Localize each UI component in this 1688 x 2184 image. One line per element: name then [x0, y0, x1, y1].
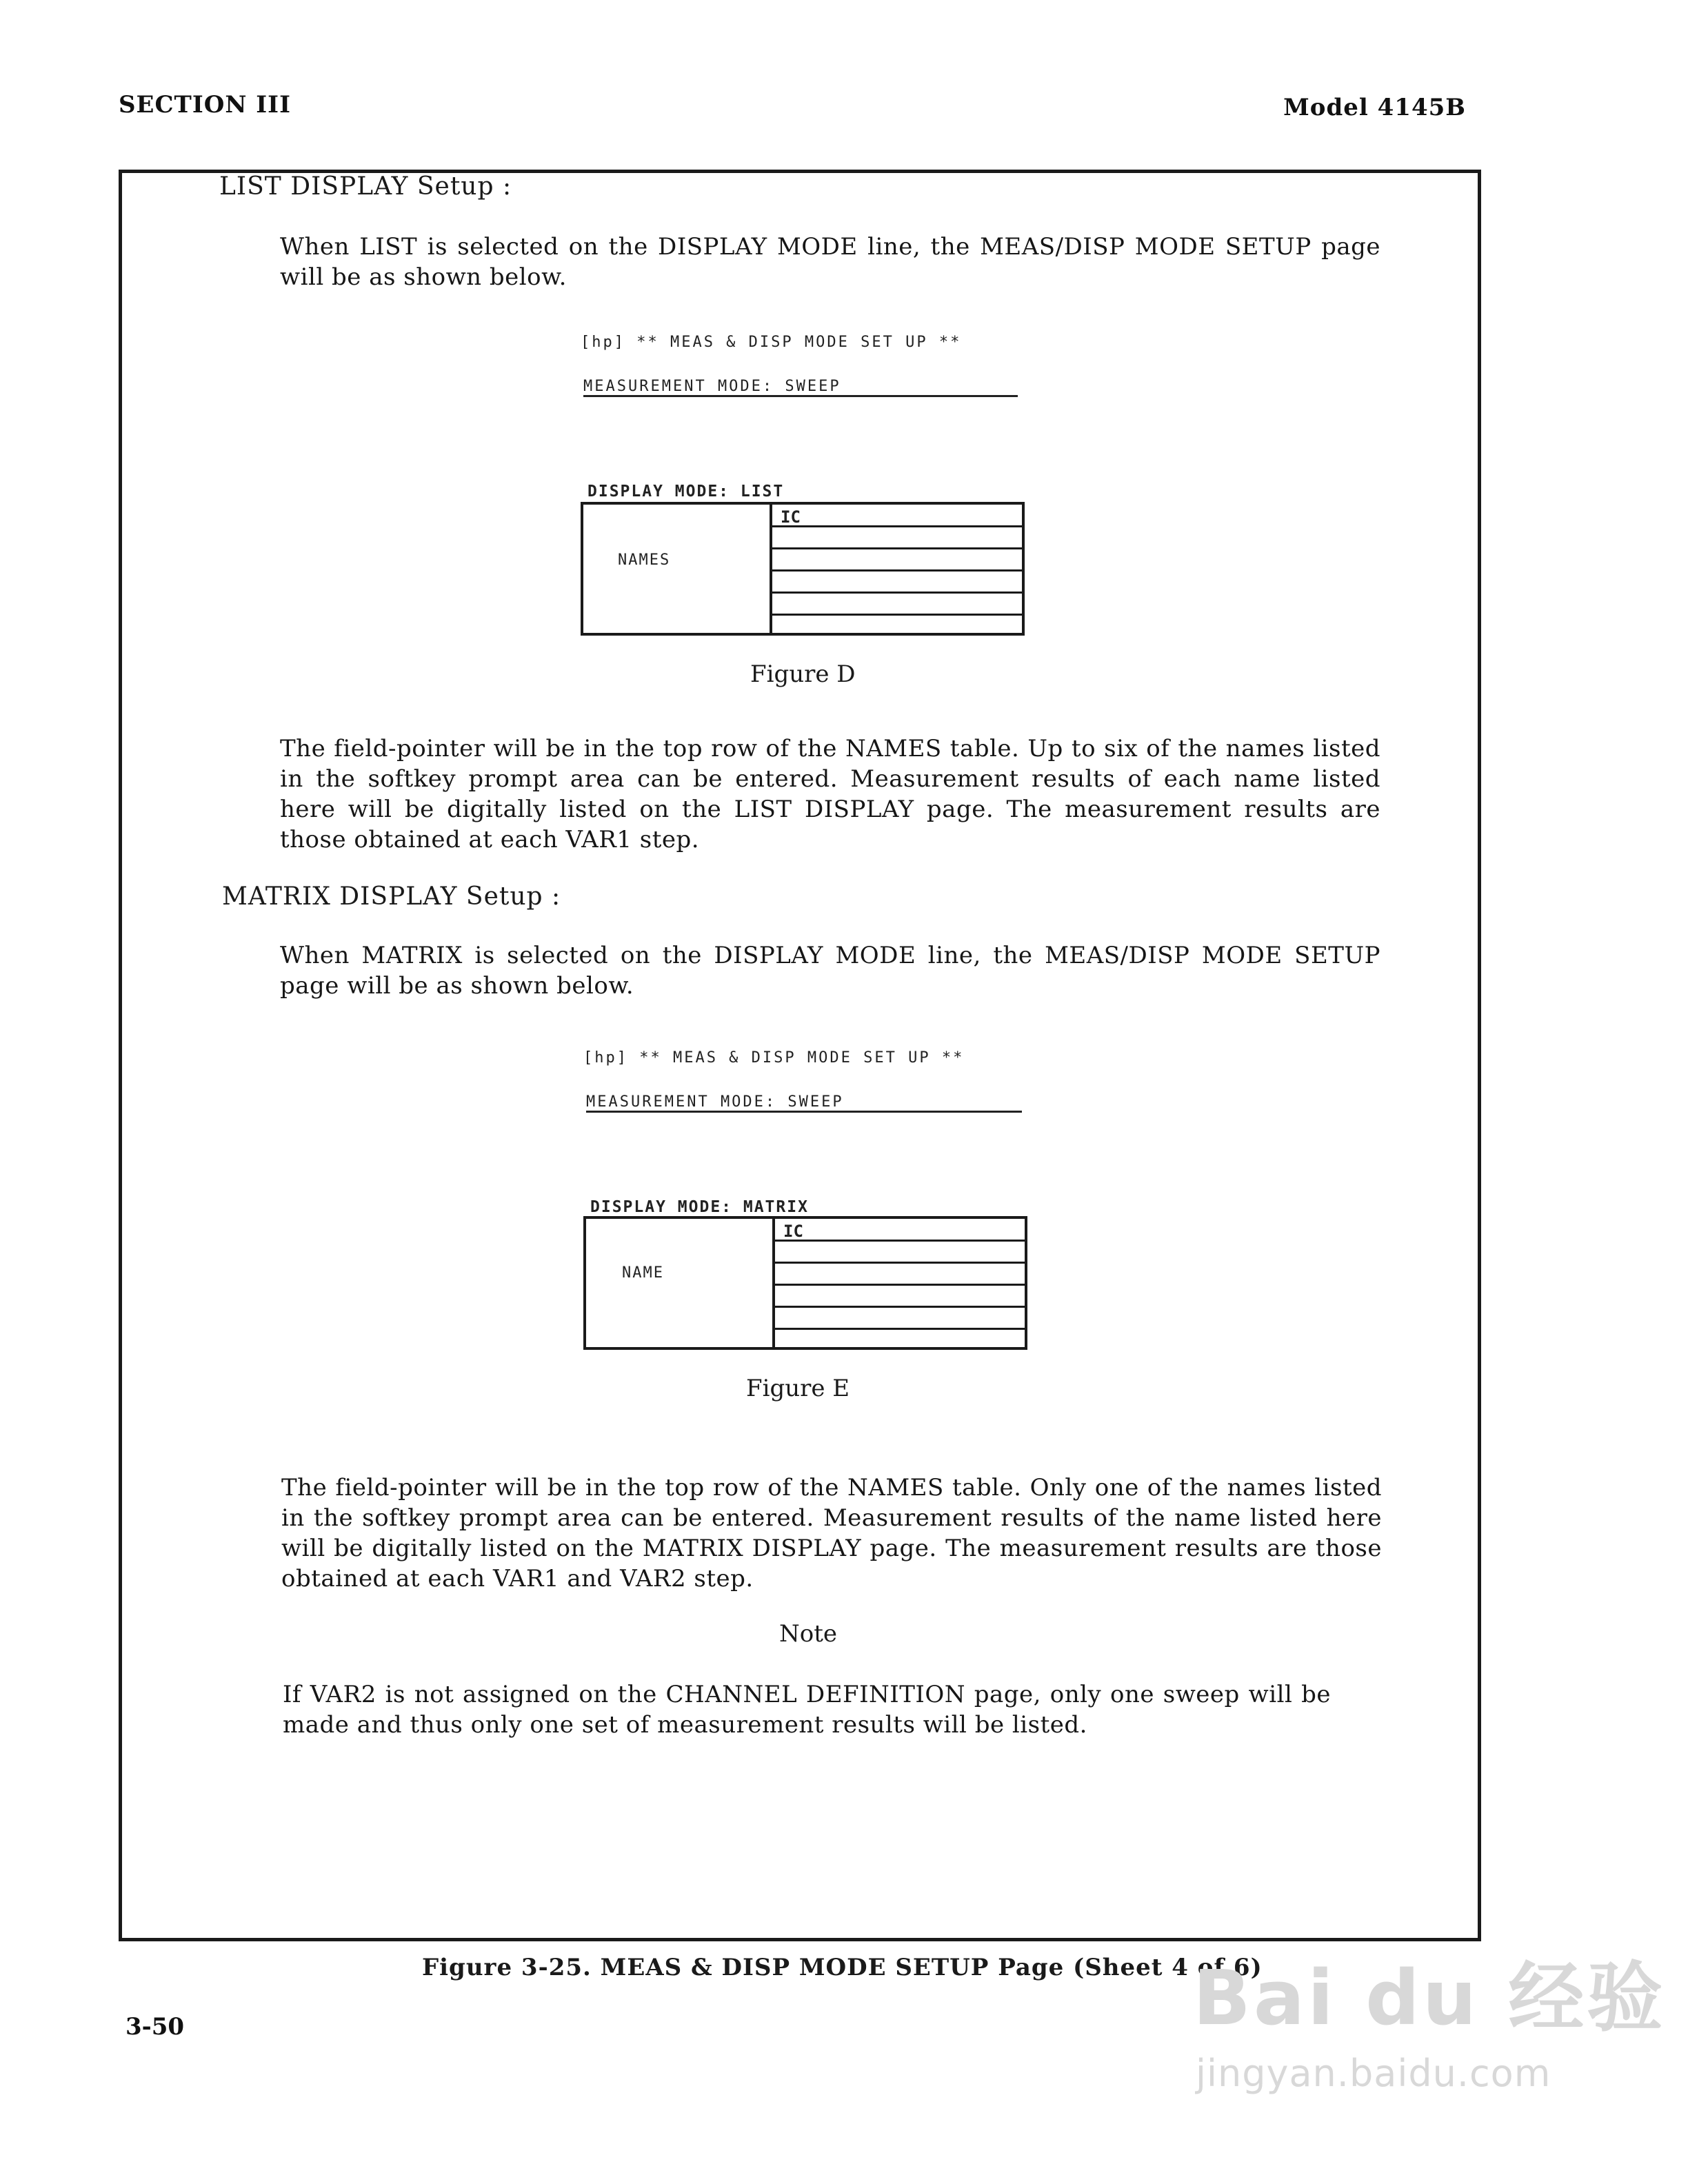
matrix-display-mode: DISPLAY MODE: MATRIX [590, 1198, 809, 1216]
note-text: If VAR2 is not assigned on the CHANNEL DEFINITION page, only one sweep will be made and thus only one set of measurement results will be listed. [283, 1681, 1331, 1739]
column-header-ic: IC [783, 1222, 803, 1241]
figure-d-caption: Figure D [750, 660, 856, 688]
list-description-paragraph: The field-pointer will be in the top row of the NAMES table. Up to six of the names listed in the softkey prompt area can be entered. Measurement results of each name listed here will be digitally listed on the LIST DISPLAY page. The measurement results are those obtained at each VAR1 step. [280, 735, 1380, 853]
matrix-description-paragraph: The field-pointer will be in the top row of the NAMES table. Only one of the names listed in the softkey prompt area can be entered. Measurement results of the name listed here will be digitally listed on the MATRIX DISPLAY page. The measurement results are those obtained at each VAR1 and VAR2 step. [281, 1474, 1382, 1593]
list-intro-paragraph: When LIST is selected on the DISPLAY MODE line, the MEAS/DISP MODE SETUP page will be as shown below. [280, 233, 1380, 291]
column-header-ic: IC [781, 507, 801, 527]
matrix-screen-title: [hp] ** MEAS & DISP MODE SET UP ** [583, 1049, 965, 1066]
list-names-table [581, 502, 1025, 636]
list-display-mode: DISPLAY MODE: LIST [587, 483, 785, 501]
baidu-watermark-url: jingyan.baidu.com [1196, 2052, 1551, 2095]
table-row [772, 1306, 1025, 1308]
table-row [772, 1240, 1025, 1242]
table-row [772, 1284, 1025, 1286]
table-row [772, 1262, 1025, 1264]
name-label: NAME [622, 1264, 664, 1282]
table-row [772, 1328, 1025, 1330]
list-display-title: LIST DISPLAY Setup : [219, 172, 512, 201]
matrix-measurement-mode: MEASUREMENT MODE: SWEEP [586, 1093, 1022, 1113]
figure-3-25-caption: Figure 3-25. MEAS & DISP MODE SETUP Page (Sheet 4 of 6) [422, 1954, 1263, 1981]
figure-e-caption: Figure E [746, 1375, 850, 1402]
page-number: 3-50 [125, 2013, 185, 2041]
baidu-watermark-logo: Bai du 经验 [1193, 1954, 1666, 2042]
names-label-cell [586, 1219, 775, 1347]
table-row [770, 592, 1022, 594]
section-header: SECTION III [119, 91, 291, 119]
note-heading: Note [779, 1620, 838, 1648]
table-row [770, 569, 1022, 572]
table-row [770, 525, 1022, 527]
list-measurement-mode: MEASUREMENT MODE: SWEEP [583, 378, 1018, 397]
matrix-names-table [583, 1216, 1027, 1350]
matrix-display-title: MATRIX DISPLAY Setup : [222, 882, 561, 911]
list-screen-title: [hp] ** MEAS & DISP MODE SET UP ** [581, 334, 962, 351]
matrix-intro-paragraph: When MATRIX is selected on the DISPLAY MODE line, the MEAS/DISP MODE SETUP page will be as shown below. [280, 942, 1380, 1000]
table-row [770, 547, 1022, 549]
model-header: Model 4145B [1283, 94, 1466, 121]
names-label-cell [583, 505, 772, 633]
table-row [770, 614, 1022, 616]
names-label: NAMES [618, 552, 671, 569]
